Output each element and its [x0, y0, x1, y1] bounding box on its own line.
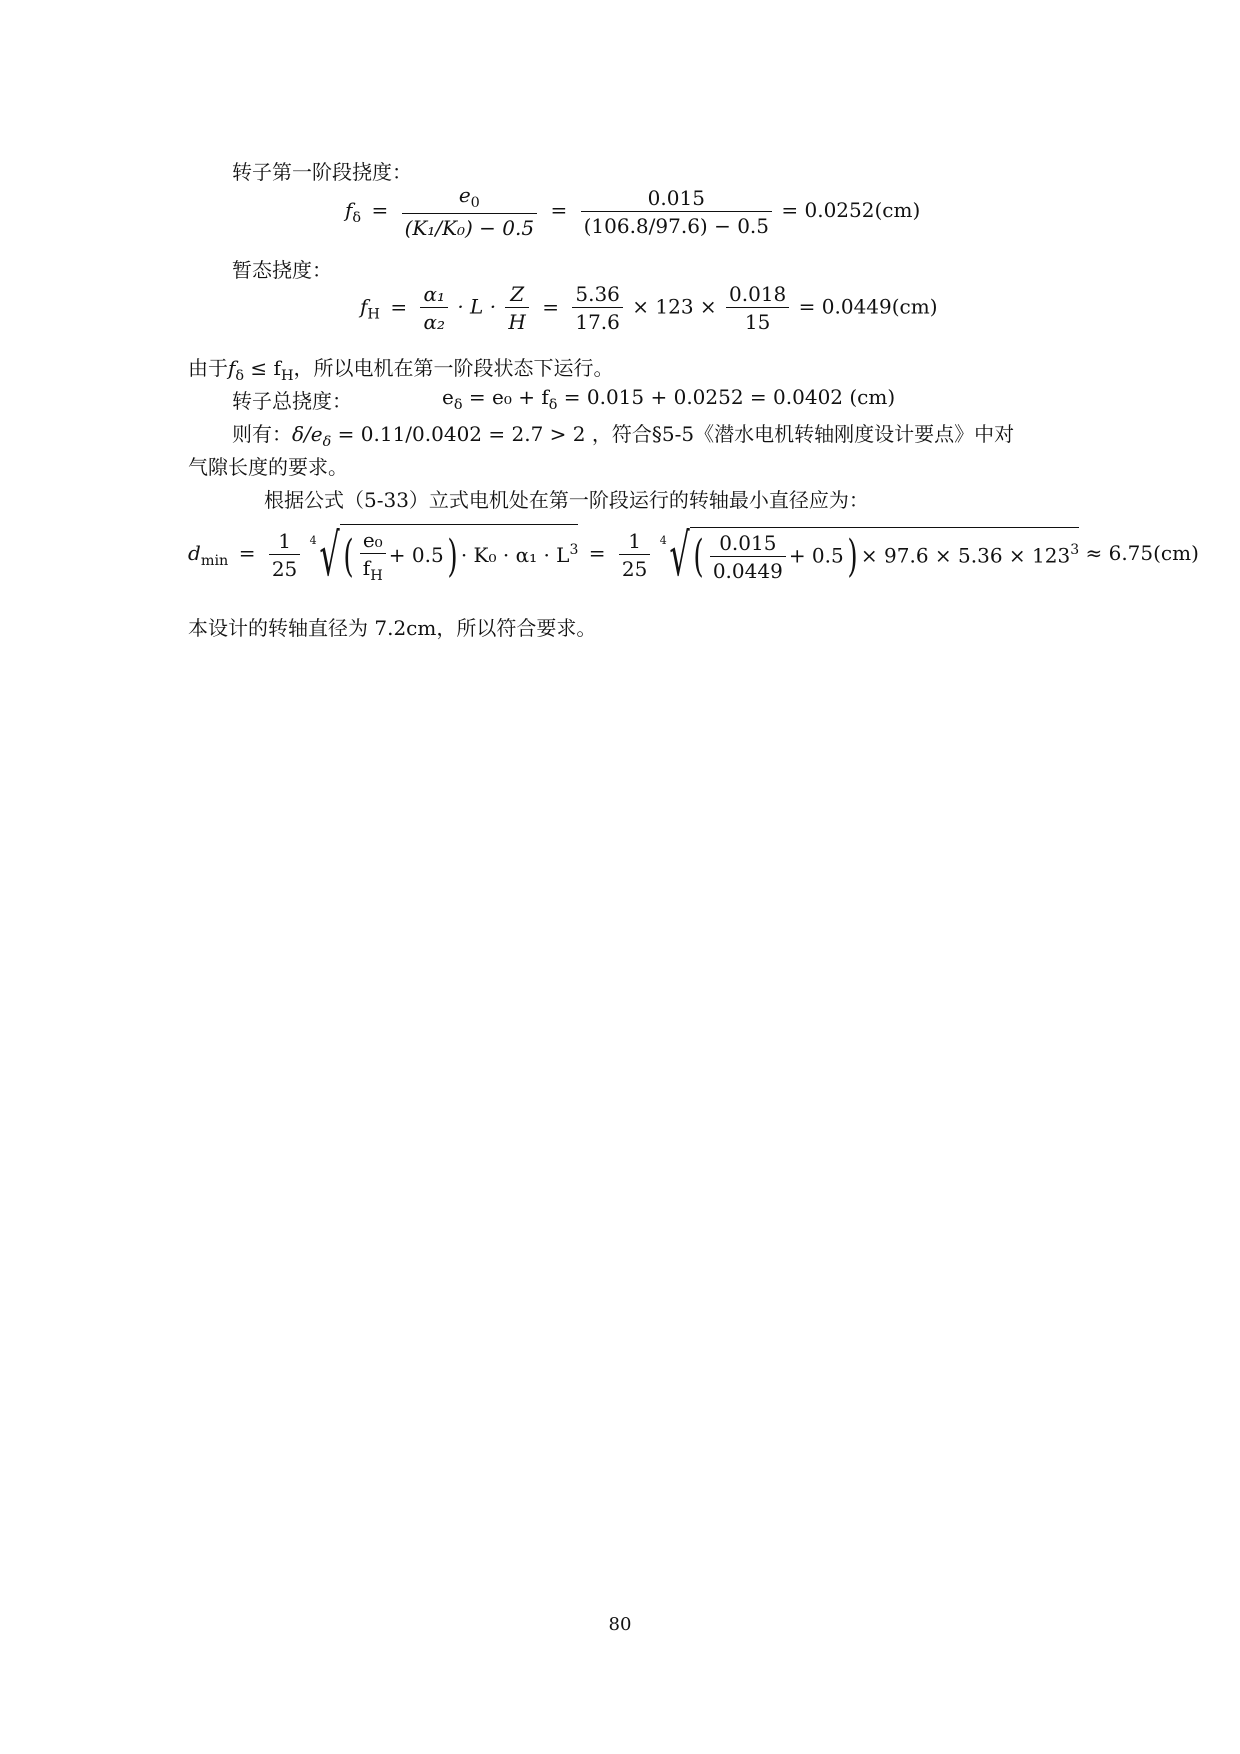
eq3-coef2-den: 25 — [621, 556, 648, 581]
ratio-expr: δ/e — [292, 422, 323, 446]
eq3-tail1-sup: 3 — [569, 541, 579, 558]
eq2-z-fraction — [505, 282, 528, 334]
eq3-lhs: d — [188, 541, 201, 566]
eq1-result: = 0.0252(cm) — [781, 198, 921, 223]
eq3-result: ≈ 6.75(cm) — [1085, 541, 1199, 566]
heading-rotor-stage1: 转子第一阶段挠度： — [232, 160, 412, 184]
eq3-inner-den: f — [362, 556, 371, 580]
eq2-c-num: 0.018 — [726, 282, 789, 308]
line-since: 由于$f_\delta \le f_H$，所以电机在第一阶段状态下运行。 — [188, 356, 614, 385]
line-ratio — [232, 418, 1014, 450]
eq3-plus-1: + 0.5 — [388, 543, 444, 568]
eq2-lhs-sub: H — [367, 306, 380, 323]
eq1-lhs: f — [345, 198, 353, 223]
eq3-root-index-2: 4 — [659, 534, 667, 548]
eq1-frac1-num-sub: 0 — [470, 195, 480, 212]
eq3-coef1-num: 1 — [269, 529, 300, 555]
eq1-frac2-den: (106.8/97.6) − 0.5 — [583, 213, 770, 238]
eq1-frac1-num: e — [458, 183, 471, 207]
eq3-coef1-den: 25 — [271, 556, 298, 581]
ratio-expr-sub: δ — [322, 434, 332, 451]
total-tail: = 0.015 + 0.0252 = 0.0402 (cm) — [557, 385, 896, 409]
ratio-prefix: 则有： — [232, 422, 292, 446]
eq1-fraction-numeric — [581, 186, 772, 238]
eq2-c-fraction — [726, 282, 789, 334]
total-rest: = e₀ + f — [462, 385, 549, 409]
eq3-coef-fraction-2 — [619, 529, 650, 581]
ratio-value: = 0.11/0.0402 = 2.7 > 2 — [331, 422, 586, 446]
line-conclusion: 本设计的转轴直径为 7.2cm，所以符合要求。 — [188, 616, 597, 640]
eq2-a-den: α₂ — [423, 310, 445, 334]
eq2-b-fraction — [572, 282, 623, 334]
eq2-c-den: 15 — [744, 310, 771, 334]
eq3-inner-num: e₀ — [360, 528, 386, 554]
total-expr: e — [442, 385, 454, 409]
ratio-suffix: ，符合§5-5《潜水电机转轴刚度设计要点》中对 — [585, 422, 1015, 446]
eq3-value-fraction — [710, 531, 786, 583]
eq2-b-num: 5.36 — [572, 282, 623, 308]
eq2-mid: · L · — [457, 294, 497, 319]
eq2-times: × 123 × — [632, 294, 717, 319]
eq3-plus-2: + 0.5 — [788, 543, 844, 568]
eq1-fraction-symbolic — [402, 183, 538, 240]
eq2-a-num: α₁ — [420, 282, 448, 308]
eq3-tail1: · K₀ · α₁ · L — [460, 543, 570, 568]
eq2-lhs: f — [360, 294, 368, 319]
since-prefix: 由于 — [188, 356, 228, 380]
eq3-root-numeric: $^4$√( $\frac{0.015}{0.0449}$ + $0.5) \times 97.6 \times 5.36 \times 123^3$ — [659, 520, 1080, 589]
line-formula-intro: 根据公式（5-33）立式电机处在第一阶段运行的转轴最小直径应为： — [264, 488, 869, 512]
eq3-coef2-num: 1 — [619, 529, 650, 555]
eq3-root-index-1: 4 — [309, 534, 317, 548]
eq3-tail2-sup: 3 — [1070, 541, 1080, 558]
eq1-frac1-den: (K₁/K₀) − 0.5 — [404, 216, 535, 241]
equation-d-min: $d_{min}$ = $\frac{1}{25}$ $^4$√( $\frac{\text{e₀}}{f_H}$ + $0.5) \cdot K_0 \cdot \alpha_1 \cdot L^3$ = $\frac{1}{25}$ $^4$√( $\frac{0.015}{0.0449}$ + $0.5) \times 97.6 \times 5.36 \times 123^3 \approx 6.75(cm)$ — [188, 520, 1199, 589]
equation-f-h: $f_H$ = $\frac{\text{α₁}}{\text{α₂}}$ · L · $\frac{Z}{H}$ = $\frac{5.36}{17.6}$ × 123 × $\frac{0.018}{15}$ = 0.0449(cm) — [360, 282, 938, 334]
since-relation: ≤ f — [244, 356, 281, 380]
eq3-inner-fraction — [360, 528, 386, 585]
eq2-alpha-fraction — [420, 282, 448, 334]
eq3-root-symbolic: $^4$√( $\frac{\text{e₀}}{f_H}$ + $0.5) \cdot K_0 \cdot \alpha_1 \cdot L^3$ — [309, 520, 579, 589]
eq3-val-den: 0.0449 — [712, 558, 783, 583]
heading-transient: 暂态挠度： — [232, 258, 332, 282]
eq1-frac2-num: 0.015 — [581, 186, 772, 212]
line-total-label: 转子总挠度： — [232, 389, 352, 413]
eq3-tail2: × 97.6 × 5.36 × 123 — [860, 543, 1071, 568]
eq3-val-num: 0.015 — [710, 531, 786, 557]
since-suffix: ，所以电机在第一阶段状态下运行。 — [293, 356, 614, 380]
eq1-lhs-sub: δ — [352, 210, 362, 227]
eq2-b-den: 17.6 — [575, 310, 620, 334]
total-rest-sub: δ — [548, 397, 558, 414]
page-number: 80 — [608, 1614, 632, 1635]
total-expr-sub: δ — [453, 397, 463, 414]
eq3-lhs-sub: min — [200, 553, 229, 570]
line-total-expr — [442, 385, 895, 413]
eq2-z-num: Z — [505, 282, 528, 308]
line-ratio-cont: 气隙长度的要求。 — [188, 455, 348, 479]
eq3-coef-fraction-1 — [269, 529, 300, 581]
eq2-z-den: H — [508, 310, 526, 334]
equation-f-delta: $f_\delta$ = $\frac{e_0}{\text{(K₁/K₀) − 0.5}}$ = $\frac{0.015}{(106.8/97.6) - 0.5}$ = 0.0252(cm) — [345, 183, 921, 241]
eq3-inner-den-sub: H — [370, 568, 383, 585]
eq2-result: = 0.0449(cm) — [798, 294, 938, 319]
since-relation-sub: H — [280, 368, 294, 385]
